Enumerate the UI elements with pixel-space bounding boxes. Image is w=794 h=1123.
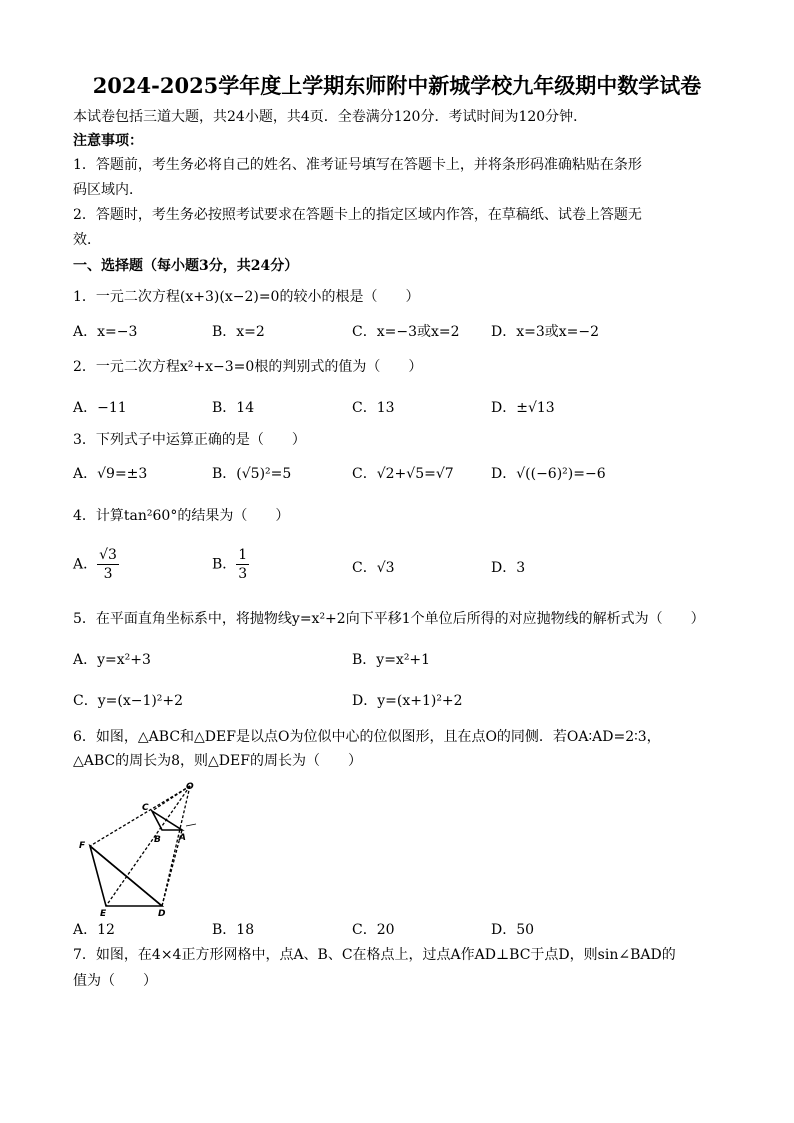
notice-item-2-cont: 效． — [73, 232, 101, 248]
triangle-abc — [152, 811, 182, 830]
fraction-numerator: 1 — [238, 547, 248, 563]
question-5-stem: 5．在平面直角坐标系中，将抛物线y=x²+2向下平移1个单位后所得的对应抛物线的解析式为（ ） — [73, 611, 705, 627]
question-2-option-d: D．±√13 — [491, 400, 555, 416]
ray-od — [162, 786, 190, 906]
notice-item-2: 2．答题时，考生务必按照考试要求在答题卡上的指定区域内作答，在草稿纸、试卷上答题无 — [73, 207, 642, 223]
question-4-option-c: C．√3 — [352, 560, 395, 576]
question-1-option-c: C．x=−3或x=2 — [352, 324, 460, 340]
notice-item-1: 1．答题前，考生务必将自己的姓名、准考证号填写在答题卡上，并将条形码准确粘贴在条形 — [73, 157, 642, 173]
question-7-stem: 7．如图，在4×4正方形网格中，点A、B、C在格点上，过点A作AD⊥BC于点D，则sin∠BAD的 — [73, 947, 676, 963]
question-6-option-c: C．20 — [352, 922, 395, 938]
question-6-stem: 6．如图，△ABC和△DEF是以点O为位似中心的位似图形，且在点O的同侧．若OA∶AD=2∶3， — [73, 729, 661, 745]
question-6-stem-cont: △ABC的周长为8，则△DEF的周长为（ ） — [73, 753, 362, 769]
question-6-option-b: B．18 — [212, 922, 255, 938]
question-3-option-c: C．√2+√5=√7 — [352, 466, 454, 482]
question-1-option-d: D．x=3或x=−2 — [491, 324, 600, 340]
question-3-stem: 3．下列式子中运算正确的是（ ） — [73, 432, 306, 448]
question-6-option-a: A．12 — [73, 922, 115, 938]
question-5-option-a: A．y=x²+3 — [73, 652, 151, 668]
question-4-option-b — [212, 546, 249, 583]
question-2-option-a: A．−11 — [73, 400, 127, 416]
label-c: C — [142, 803, 149, 813]
question-1-stem: 1．一元二次方程(x+3)(x−2)=0的较小的根是（ ） — [73, 289, 420, 305]
exam-intro: 本试卷包括三道大题，共24小题，共4页．全卷满分120分．考试时间为120分钟． — [73, 109, 588, 125]
question-3-option-a: A．√9=±3 — [73, 466, 148, 482]
question-5-option-c: C．y=(x−1)²+2 — [73, 693, 184, 709]
question-4-option-d: D．3 — [491, 560, 526, 576]
exam-title: 2024-2025学年度上学期东师附中新城学校九年级期中数学试卷 — [92, 73, 702, 98]
question-2-stem: 2．一元二次方程x²+x−3=0根的判别式的值为（ ） — [73, 359, 423, 375]
question-4-option-b-fraction — [236, 546, 249, 583]
question-2-option-c: C．13 — [352, 400, 395, 416]
label-b: B — [154, 835, 161, 845]
question-2-option-b: B．14 — [212, 400, 255, 416]
question-4-option-b-label: B． — [212, 556, 237, 573]
question-1-option-b: B．x=2 — [212, 324, 265, 340]
fraction-denominator: 3 — [238, 566, 248, 582]
question-4-option-a-label: A． — [73, 556, 98, 573]
question-4-option-a-fraction — [97, 546, 119, 583]
fraction-numerator: √3 — [99, 547, 117, 563]
question-5-option-b: B．y=x²+1 — [352, 652, 431, 668]
ray-oc — [152, 786, 190, 811]
question-6-option-d: D．50 — [491, 922, 535, 938]
question-6-figure — [72, 778, 212, 918]
label-e: E — [100, 909, 107, 918]
label-d: D — [158, 909, 166, 918]
section-choice-heading: 一、选择题（每小题3分，共24分） — [73, 258, 299, 274]
question-4-option-a — [73, 546, 119, 583]
segment-fd — [90, 846, 162, 906]
label-f: F — [79, 841, 86, 851]
question-7-stem-cont: 值为（ ） — [73, 973, 157, 989]
question-1-option-a: A．x=−3 — [73, 324, 138, 340]
arrow-mark — [186, 824, 196, 826]
notice-heading: 注意事项： — [73, 133, 143, 149]
fraction-denominator: 3 — [103, 566, 113, 582]
question-3-option-d: D．√((−6)²)=−6 — [491, 466, 606, 482]
label-o: O — [186, 782, 194, 792]
question-5-option-d: D．y=(x+1)²+2 — [352, 693, 463, 709]
question-3-option-b: B．(√5)²=5 — [212, 466, 292, 482]
label-a: A — [179, 833, 186, 843]
notice-item-1-cont: 码区域内． — [73, 182, 143, 198]
question-4-stem: 4．计算tan²60°的结果为（ ） — [73, 508, 290, 524]
ray-of — [90, 786, 190, 846]
